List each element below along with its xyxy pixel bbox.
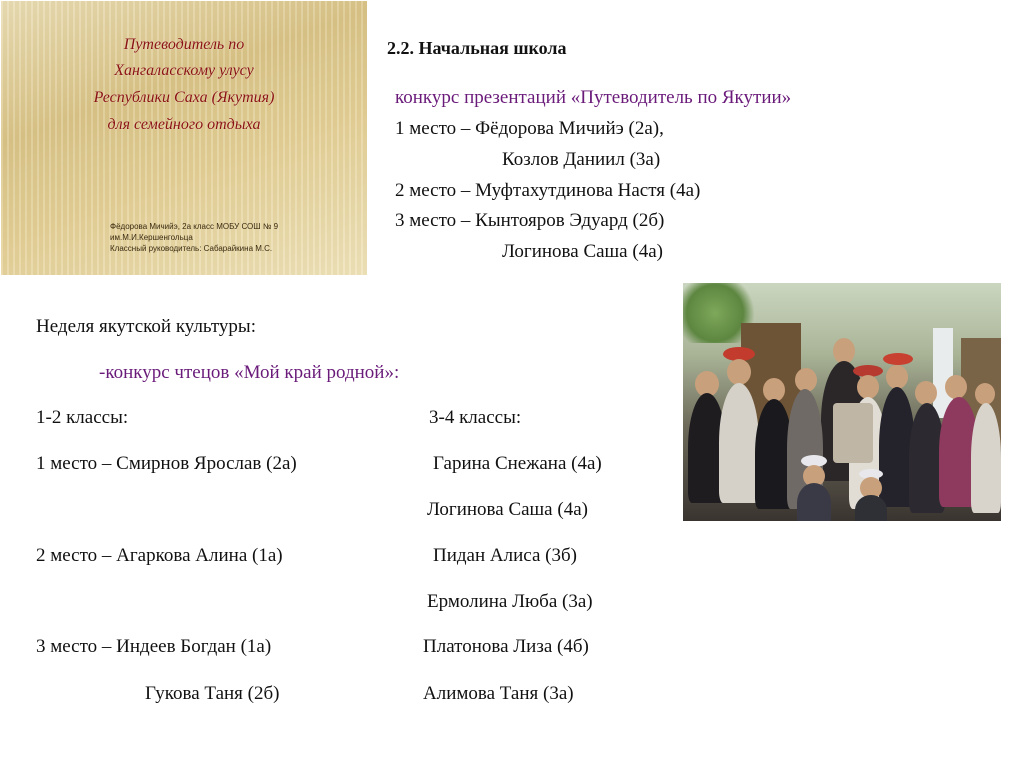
children-group-photo [683,283,1001,521]
contest-title: конкурс презентаций «Путеводитель по Якутии» [395,87,792,108]
result-line: 1 место – Фёдорова Мичийэ (2а), [395,118,664,139]
title-slide-thumbnail [1,1,367,275]
col1-row: Гукова Таня (2б) [145,683,280,704]
week-title: Неделя якутской культуры: [36,316,256,337]
thumbnail-title-line-2: Хангаласскому улусу [114,62,254,79]
section-heading: 2.2. Начальная школа [387,38,567,58]
reading-contest-title: -конкурс чтецов «Мой край родной»: [99,362,400,383]
thumbnail-title-line-3: Республики Саха (Якутия) [93,89,275,106]
col1-row: 3 место – Индеев Богдан (1а) [36,636,272,657]
result-line: Козлов Даниил (3а) [502,149,661,170]
col2-header: 3-4 классы: [429,407,522,428]
result-line: 3 место – Кынтояров Эдуард (2б) [395,210,665,231]
thumbnail-title-line-1: Путеводитель по [123,36,245,53]
col1-row: 2 место – Агаркова Алина (1а) [36,545,283,566]
col2-row: Логинова Саша (4а) [427,499,588,520]
col1-row: 1 место – Смирнов Ярослав (2а) [36,453,297,474]
result-line: Логинова Саша (4а) [502,241,663,262]
col2-row: Платонова Лиза (4б) [423,636,589,657]
col2-row: Ермолина Люба (3а) [427,591,593,612]
col2-row: Алимова Таня (3а) [423,683,574,704]
col2-row: Пидан Алиса (3б) [433,545,577,566]
result-line: 2 место – Муфтахутдинова Настя (4а) [395,180,701,201]
col1-header: 1-2 классы: [36,407,129,428]
thumbnail-title-line-4: для семейного отдыха [107,116,261,133]
thumbnail-credit-line-3: Классный руководитель: Сабарайкина М.С. [110,244,273,253]
thumbnail-credit-line-2: им.М.И.Кершенгольца [110,233,193,242]
col2-row: Гарина Снежана (4а) [433,453,602,474]
thumbnail-credit-line-1: Фёдорова Мичийэ, 2а класс МОБУ СОШ № 9 [110,222,279,231]
